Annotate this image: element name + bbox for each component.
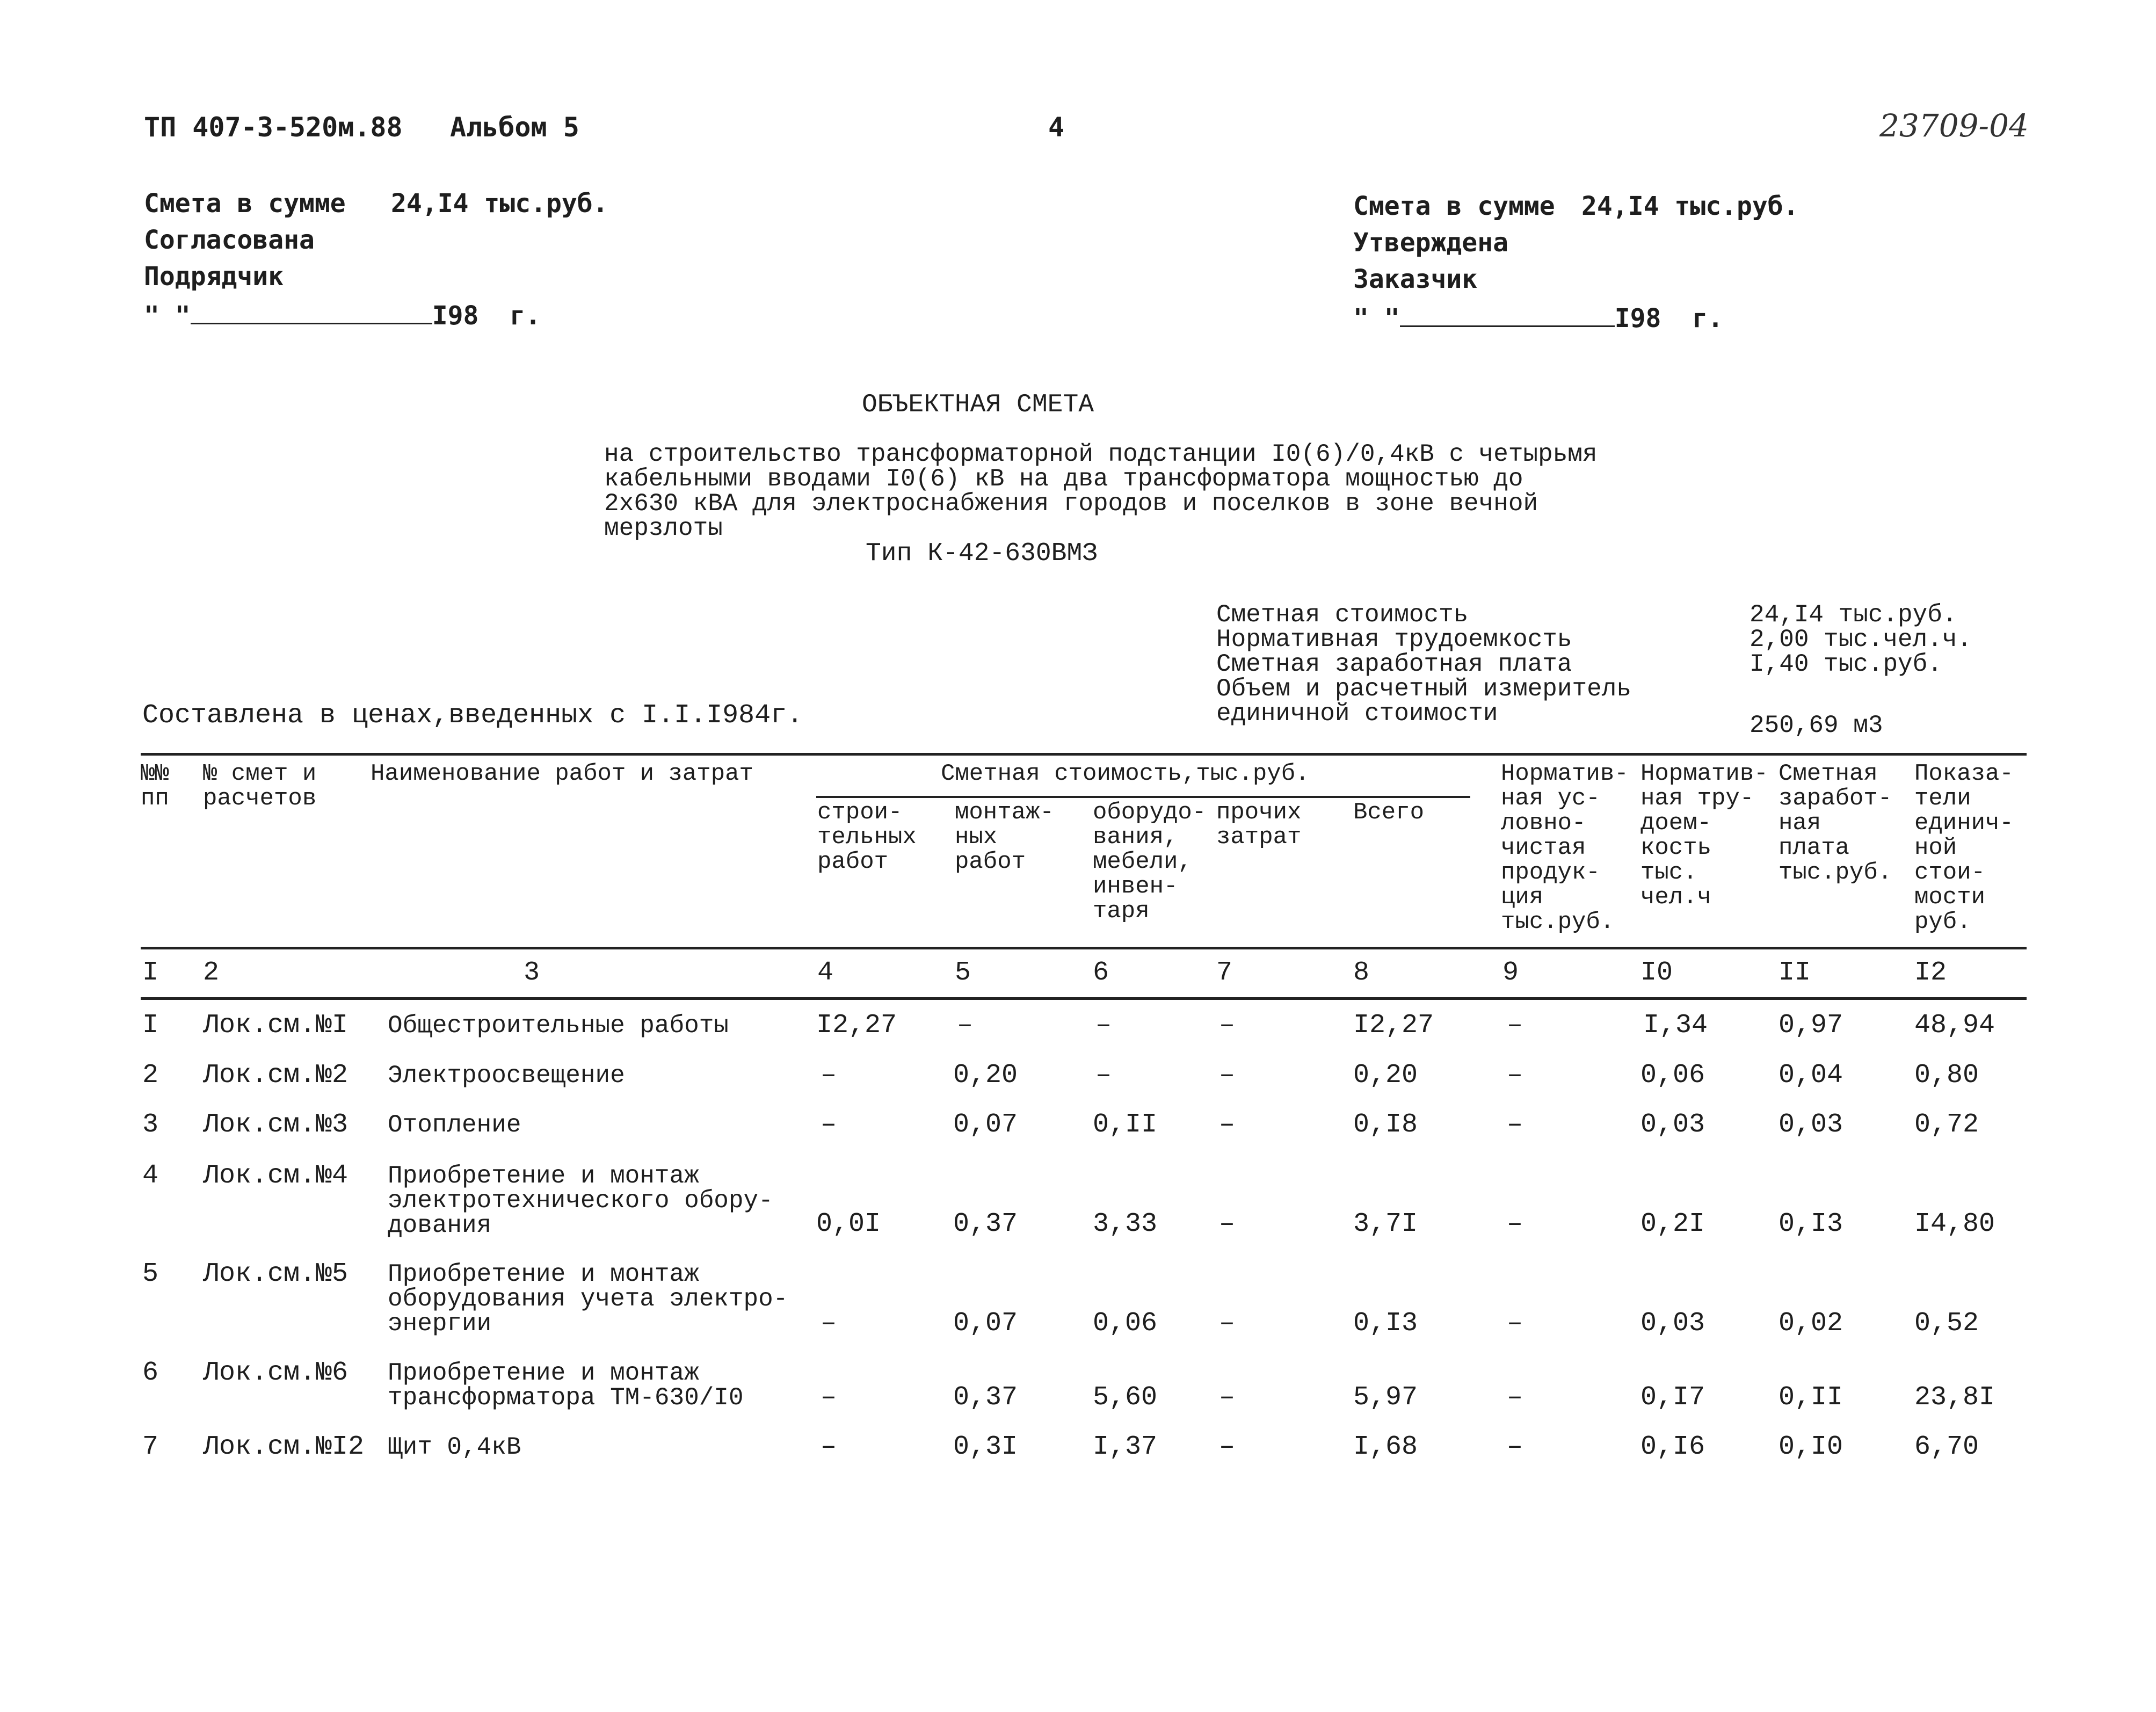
row-work-name: Приобретение и монтаж трансформатора ТМ-630/I0 [388,1359,744,1412]
col-header-installation: монтаж- ных работ [955,799,1054,875]
row-equipment: I,37 [1093,1432,1158,1462]
col-header-num: №№ пп [141,760,169,812]
col-number: I2 [1914,957,1947,988]
col-number: 9 [1502,957,1519,988]
row-total: 3,7I [1353,1209,1418,1239]
row-wages: 0,I0 [1778,1432,1843,1462]
row-unit-cost: 23,8I [1914,1382,1995,1413]
row-construction: – [821,1109,837,1140]
row-installation: 0,07 [953,1308,1018,1339]
col-number: 3 [524,957,540,988]
col-header-ref: № смет и расчетов [203,760,317,812]
summary-value: I,40 тыс.руб. [1750,650,1942,678]
row-work-name: Приобретение и монтаж электротехнического обору- дования [388,1162,773,1239]
group-header-cost: Сметная стоимость,тыс.руб. [941,760,1310,787]
row-estimate-ref: Лок.см.№3 [203,1109,349,1140]
summary-value-blank [1750,677,1972,701]
row-wages: 0,04 [1778,1060,1843,1091]
summary-label: Нормативная трудоемкость [1216,626,1572,654]
row-construction: – [821,1060,837,1091]
page-number: 4 [1048,112,1065,143]
row-number: 2 [142,1060,159,1091]
row-total: 0,I3 [1353,1308,1418,1339]
table-colnum-rule [141,997,2027,1000]
row-other: – [1219,1060,1236,1091]
row-work-name: Отопление [388,1111,521,1139]
row-estimate-ref: Лок.см.№6 [203,1358,349,1388]
row-installation: 0,20 [953,1060,1018,1091]
row-total: 0,I8 [1353,1109,1418,1140]
row-net-product: – [1507,1382,1523,1413]
left-agreed-label: Согласована [144,225,315,255]
row-number: 6 [142,1358,159,1388]
row-unit-cost: I4,80 [1914,1209,1995,1239]
summary-label: Сметная заработная плата [1216,650,1572,678]
right-date-quote: " " [1353,303,1400,333]
row-other: – [1219,1308,1236,1339]
row-other: – [1219,1382,1236,1413]
right-approved-label: Утверждена [1353,228,1508,258]
row-net-product: – [1507,1109,1523,1140]
row-labor: 0,2I [1640,1209,1705,1239]
col-header-equipment: оборудо- вания, мебели, инвен- таря [1093,799,1207,925]
row-other: – [1219,1432,1236,1462]
row-construction: I2,27 [816,1010,897,1041]
row-wages: 0,03 [1778,1109,1843,1140]
col-number: I [142,957,159,988]
left-sum-label: Смета в сумме [144,188,346,219]
row-total: 0,20 [1353,1060,1418,1091]
col-header-labor: Норматив- ная тру- доем- кость тыс. чел.ч [1640,760,1768,911]
prices-note: Составлена в ценах,введенных с I.I.I984г. [142,700,803,731]
col-header-other: прочих затрат [1216,799,1302,851]
row-equipment: – [1095,1010,1112,1041]
summary-label: единичной стоимости [1216,700,1498,728]
row-labor: 0,I6 [1640,1432,1705,1462]
col-number: 8 [1353,957,1370,988]
summary-values [1750,603,1972,738]
row-labor: 0,I7 [1640,1382,1705,1413]
left-year: I98 [432,301,479,331]
row-unit-cost: 6,70 [1914,1432,1979,1462]
row-net-product: – [1507,1308,1523,1339]
row-installation: 0,37 [953,1209,1018,1239]
col-header-unit-cost: Показа- тели единич- ной стои- мости руб. [1914,760,2014,935]
row-net-product: – [1507,1432,1523,1462]
summary-value: 2,00 тыс.чел.ч. [1750,626,1972,654]
col-number: 2 [203,957,220,988]
row-estimate-ref: Лок.см.№4 [203,1160,349,1191]
document-title: ОБЪЕКТНАЯ СМЕТА [862,390,1094,419]
row-construction: – [821,1382,837,1413]
row-number: 7 [142,1432,159,1462]
col-number: I0 [1640,957,1673,988]
left-date-underline [191,301,432,324]
row-estimate-ref: Лок.см.№2 [203,1060,349,1091]
row-number: I [142,1010,159,1041]
row-wages: 0,II [1778,1382,1843,1413]
row-labor: 0,06 [1640,1060,1705,1091]
row-construction: – [821,1308,837,1339]
right-sum-value: 24,I4 тыс.руб. [1581,191,1799,221]
row-wages: 0,97 [1778,1010,1843,1041]
row-other: – [1219,1109,1236,1140]
table-group-rule [816,796,1470,798]
row-work-name: Щит 0,4кВ [388,1433,521,1461]
row-number: 5 [142,1259,159,1289]
row-labor: 0,03 [1640,1109,1705,1140]
doc-code: ТП 407-3-520м.88 [144,112,403,143]
col-number: 5 [955,957,971,988]
left-sum-value: 24,I4 тыс.руб. [391,188,608,219]
summary-label: Объем и расчетный измеритель [1216,675,1631,703]
document-description: на строительство трансформаторной подстанции I0(6)/0,4кВ с четырьмя кабельными вводами I0(6) кВ на два трансформатора мощностью до 2х630 кВА для электроснабжения городов и поселков в зоне вечной мерзлоты [604,440,1598,542]
col-header-net-product: Норматив- ная ус- ловно- чистая продук- ция тыс.руб. [1501,760,1629,935]
summary-value: 24,I4 тыс.руб. [1750,601,1957,629]
left-date-quote: " " [144,301,191,331]
row-construction: 0,0I [816,1209,881,1239]
col-header-name: Наименование работ и затрат [371,760,753,787]
row-work-name: Электроосвещение [388,1062,625,1090]
row-number: 3 [142,1109,159,1140]
right-party-label: Заказчик [1353,264,1478,294]
album-label: Альбом 5 [450,112,579,143]
row-total: I,68 [1353,1432,1418,1462]
col-number: 4 [817,957,834,988]
row-wages: 0,I3 [1778,1209,1843,1239]
right-date-line [1353,304,1723,331]
col-number: II [1778,957,1811,988]
row-unit-cost: 0,72 [1914,1109,1979,1140]
right-year-suffix: г. [1692,303,1723,333]
row-unit-cost: 0,80 [1914,1060,1979,1091]
row-installation: 0,37 [953,1382,1018,1413]
object-type: Тип К-42-630ВМЗ [866,539,1098,568]
col-header-wages: Сметная заработ- ная плата тыс.руб. [1778,760,1892,886]
row-estimate-ref: Лок.см.№I2 [203,1432,365,1462]
row-net-product: – [1507,1209,1523,1239]
summary-labels [1216,603,1631,726]
row-other: – [1219,1010,1236,1041]
left-date-line [144,301,541,329]
row-unit-cost: 0,52 [1914,1308,1979,1339]
table-header-rule [141,947,2027,949]
left-party-label: Подрядчик [144,262,284,292]
row-net-product: – [1507,1060,1523,1091]
row-net-product: – [1507,1010,1523,1041]
right-sum-label: Смета в сумме [1353,191,1555,221]
summary-label: Сметная стоимость [1216,601,1469,629]
col-number: 6 [1093,957,1109,988]
col-number: 7 [1216,957,1233,988]
row-total: 5,97 [1353,1382,1418,1413]
row-number: 4 [142,1160,159,1191]
row-construction: – [821,1432,837,1462]
row-estimate-ref: Лок.см.№I [203,1010,349,1041]
row-labor: 0,03 [1640,1308,1705,1339]
right-year: I98 [1614,303,1661,333]
row-equipment: 5,60 [1093,1382,1158,1413]
table-top-rule [141,753,2027,756]
row-labor: I,34 [1643,1010,1708,1041]
row-equipment: 0,II [1093,1109,1158,1140]
row-wages: 0,02 [1778,1308,1843,1339]
row-installation: 0,07 [953,1109,1018,1140]
right-date-underline [1400,304,1615,327]
row-other: – [1219,1209,1236,1239]
left-year-suffix: г. [510,301,541,331]
row-equipment: 0,06 [1093,1308,1158,1339]
row-installation: – [957,1010,974,1041]
row-estimate-ref: Лок.см.№5 [203,1259,349,1289]
row-total: I2,27 [1353,1010,1434,1041]
row-installation: 0,3I [953,1432,1018,1462]
row-unit-cost: 48,94 [1914,1010,1995,1041]
col-header-total: Всего [1353,799,1425,826]
row-equipment: – [1095,1060,1112,1091]
inventory-number: 23709-04 [1879,107,2029,144]
row-work-name: Общестроительные работы [388,1012,729,1040]
col-header-construction: строи- тельных работ [817,799,917,875]
row-work-name: Приобретение и монтаж оборудования учета электро- энергии [388,1260,788,1338]
summary-value: 250,69 м3 [1750,712,1883,739]
row-equipment: 3,33 [1093,1209,1158,1239]
